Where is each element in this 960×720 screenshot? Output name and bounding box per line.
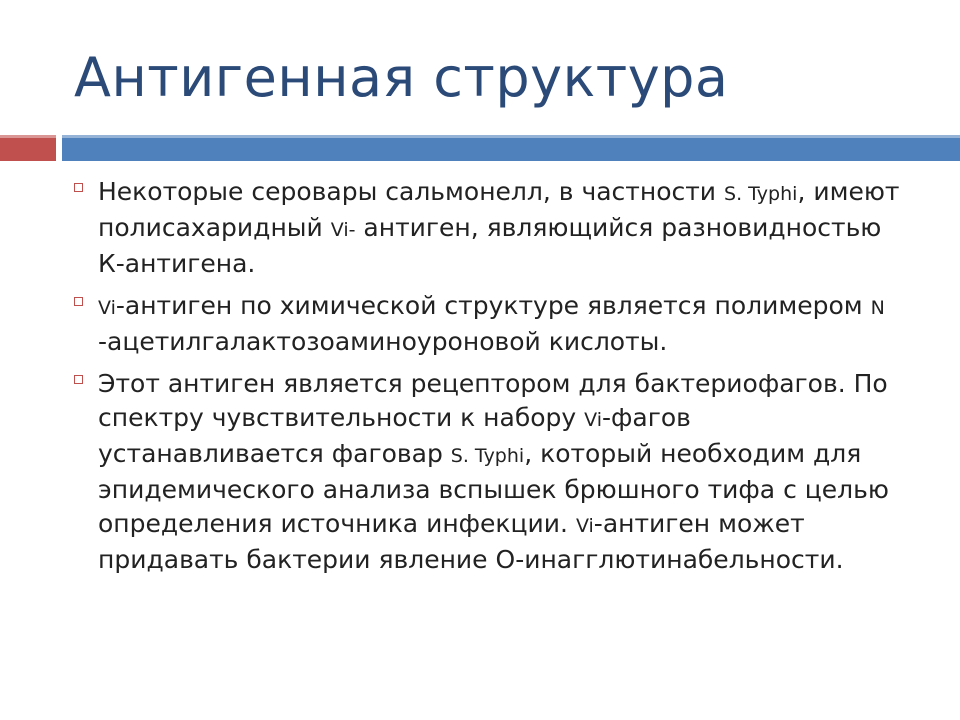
bullet-item: [72, 289, 902, 359]
accent-bar-blue-highlight: [62, 135, 960, 138]
bullet-text: -антиген по химической структуре является полимером: [115, 291, 871, 320]
bullet-text: -антиген может придавать бактерии явление О-инагглютинабельности.: [98, 509, 844, 574]
bullet-text-small: Vi: [575, 515, 594, 537]
square-bullet-icon: [74, 375, 83, 384]
bullet-text-small: Vi: [98, 297, 116, 319]
bullet-list: [72, 175, 902, 585]
bullet-text: -ацетилгалактозоаминоуроновой кислоты.: [98, 327, 668, 356]
bullet-text-small: Vi: [584, 409, 603, 431]
accent-bar-red: [0, 135, 56, 161]
bullet-text: Этот антиген является рецептором для бактериофагов. По спектру чувствительности к набору: [98, 369, 888, 432]
bullet-text: антиген, являющийся разновидностью К-антигена.: [98, 213, 882, 278]
bullet-text: , имеют полисахаридный: [98, 177, 900, 242]
bullet-text-small: N: [870, 297, 885, 319]
bullet-text-small: Vi-: [330, 219, 356, 241]
square-bullet-icon: [74, 183, 83, 192]
bullet-text: , который необходим для эпидемического анализа вспышек брюшного тифа с целью определения источника инфекции.: [98, 439, 889, 538]
bullet-text-small: S. Typhi: [724, 183, 798, 205]
slide-title: Антигенная структура: [74, 46, 729, 109]
accent-bar-red-highlight: [0, 135, 56, 138]
bullet-text-small: S. Typhi: [450, 445, 525, 467]
bullet-text: -фагов устанавливается фаговар: [98, 403, 691, 468]
square-bullet-icon: [74, 297, 83, 306]
bullet-item: [72, 175, 902, 281]
bullet-text: Некоторые серовары сальмонелл, в частности: [98, 177, 725, 206]
accent-bar-blue: [62, 135, 960, 161]
bullet-item: [72, 367, 902, 577]
